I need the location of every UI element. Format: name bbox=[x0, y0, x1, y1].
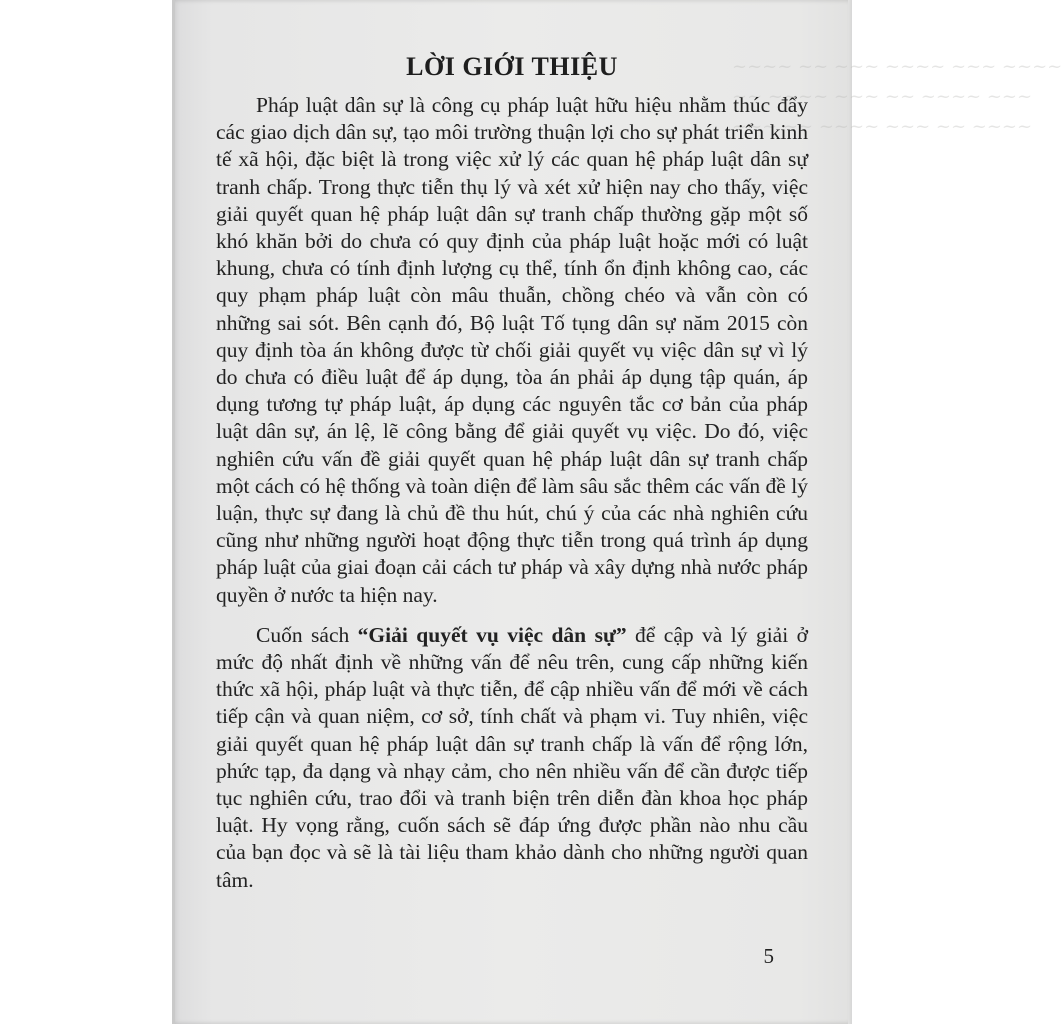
paragraph-2-rest: để cập và lý giải ở mức độ nhất định về những vấn để nêu trên, cung cấp những kiến thức xã hội, pháp luật và thực tiễn, để cập nhiều vấn để mới về cách tiếp cận và quan niệm, cơ sở, tính chất và phạm vi. Tuy nhiên, việc giải quyết quan hệ pháp luật dân sự tranh chấp là vấn để rộng lớn, phức tạp, đa dạng và nhạy cảm, cho nên nhiều vấn để cần được tiếp tục nghiên cứu, trao đổi và tranh biện trên diễn đàn khoa học pháp luật. Hy vọng rằng, cuốn sách sẽ đáp ứng được phần nào nhu cầu của bạn đọc và sẽ là tài liệu tham khảo dành cho những người quan tâm. bbox=[216, 622, 808, 892]
book-page bbox=[172, 0, 1062, 1024]
page-number: 5 bbox=[763, 944, 774, 968]
paragraph-2 bbox=[216, 622, 808, 894]
page-left-edge bbox=[172, 0, 175, 1024]
paragraph-1: Pháp luật dân sự là công cụ pháp luật hữu hiệu nhằm thúc đẩy các giao dịch dân sự, tạo môi trường thuận lợi cho sự phát triển kinh tế xã hội, đặc biệt là trong việc xử lý các quan hệ pháp luật dân sự tranh chấp. Trong thực tiễn thụ lý và xét xử hiện nay cho thấy, việc giải quyết quan hệ pháp luật dân sự tranh chấp thường gặp một số khó khăn bởi do chưa có quy định của pháp luật hoặc mới có luật khung, chưa có tính định lượng cụ thể, tính ổn định không cao, các quy phạm pháp luật còn mâu thuẫn, chồng chéo và vẫn còn có những sai sót. Bên cạnh đó, Bộ luật Tố tụng dân sự năm 2015 còn quy định tòa án không được từ chối giải quyết vụ việc dân sự vì lý do chưa có điều luật để áp dụng, tòa án phải áp dụng tập quán, áp dụng tương tự pháp luật, áp dụng các nguyên tắc cơ bản của pháp luật dân sự, án lệ, lẽ công bằng để giải quyết vụ việc. Do đó, việc nghiên cứu vấn đề giải quyết quan hệ pháp luật dân sự tranh chấp một cách có hệ thống và toàn diện để làm sâu sắc thêm các vấn đề lý luận, thực sự đang là chủ đề thu hút, chú ý của các nhà nghiên cứu cũng như những người hoạt động thực tiễn trong quá trình áp dụng pháp luật của giai đoạn cải cách tư pháp và xây dựng nhà nước pháp quyền ở nước ta hiện nay. bbox=[216, 93, 808, 607]
page-right-edge bbox=[848, 0, 852, 1024]
body-text bbox=[216, 92, 808, 894]
paragraph-2-intro: Cuốn sách bbox=[256, 622, 358, 647]
book-title-bold: “Giải quyết vụ việc dân sự” bbox=[357, 622, 627, 647]
page-title: LỜI GIỚI THIỆU bbox=[406, 52, 618, 81]
bleed-through-texture: ~~~~ ~~ ~~~ ~~~~ ~~~ ~~~~ ~~ ~~~~ ~~~ ~~ ~~~~ ~~~ ~~~ ~~ ~~~~ ~~~ ~~ ~~~~ bbox=[732, 56, 1062, 137]
